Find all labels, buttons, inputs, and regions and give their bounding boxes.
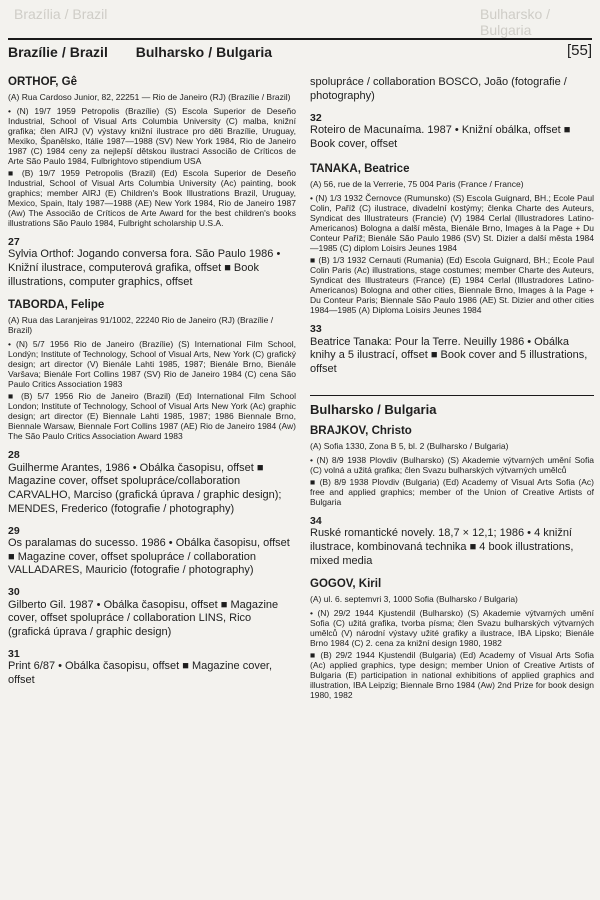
page-number: [55] [566,42,592,59]
bio-english: ■ (B) 5/7 1956 Rio de Janeiro (Brazil) (Ed) International Film School London; Institute of Technology, School of Visual Arts New York (Ac) graphic design; art director (E) Biennale Lahti 1985, 1987; 1986 Biennale Brno, Biennale Warsaw, Biennale Fort Collins 1987 (AE) Rio de Janeiro 1984 (Aw) The São Paulo Critics Association Award 1983 [8,391,296,442]
artist-address: (A) Rua Cardoso Junior, 82, 22251 — Rio de Janeiro (RJ) (Brazílie / Brazil) [8,91,291,102]
bio-czech: • (N) 29/2 1944 Kjustendil (Bulharsko) (S) Akademie výtvarných umění Sofia (C) užitá grafika, tvorba písma; člen Svazu bulharských výtvarných umělců (V) národní výstavy užité grafiky a ilustrace, IBA Lipsko; Bienále Brno 1984 (C) 2. cena za knižní design 1980, 1982 [310,607,594,648]
book-item [310,323,594,377]
left-column [8,76,296,698]
running-head [8,44,272,60]
head-brazil-cz: Brazílie [8,44,58,60]
bio-czech: • (N) 5/7 1956 Rio de Janeiro (Brazílie) (S) International Film School, Londýn; Institute of Technology, School of Visual Arts, New York (C) grafický design; art director (V) Bienále Lahti 1985, 1987; Bienále Brno, Bienále Varšava; Bienále Fort Collins 1987 (SV) Rio de Janeiro 1984 (C) cena São Paulo Critics Association 1983 [8,338,296,390]
head-sep-1: / [61,44,66,60]
section-heading-bulgaria: Bulharsko / Bulgaria [310,395,594,417]
artist-entry-gogov [310,578,594,700]
book-item [8,525,296,579]
book-item [310,515,594,569]
artist-name: BRAJKOV, Christo [310,425,412,438]
book-text: Sylvia Orthof: Jogando conversa fora. São Paulo 1986 • Knižní ilustrace, computerová grafika, offset ■ Book illustrations, computer graphics, offset [8,248,281,288]
book-number: 34 [310,514,322,527]
artist-name: GOGOV, Kiril [310,578,382,591]
continued-credit: spolupráce / collaboration BOSCO, João (fotografie / photography) [310,76,567,102]
page-header [8,38,592,70]
artist-name: TABORDA, Felipe [8,299,105,312]
artist-entry-tanaka [310,163,594,376]
book-number: 33 [310,323,322,336]
book-item [8,586,296,640]
book-item [8,236,296,290]
book-number: 32 [310,111,322,124]
book-text: Gilberto Gil. 1987 • Obálka časopisu, offset ■ Magazine cover, offset spolupráce / collaboration LINS, Rico (grafická úprava / graphic design) [8,598,279,639]
bio-english: ■ (B) 19/7 1959 Petropolis (Brazil) (Ed) Escola Superior de Deseño Industrial, School of Visual Arts Columbia University (Ac) painting, book graphics; member AIRJ (E) Children's Book Illustrations Brazil, Uruguay, Mexico, Spain, Italy 1987—1988 (AE) New York 1984, Rio de Janeiro 1987 (Aw) The Associão de Críticos de Arte Award for the best children's books illustrations São Paulo 1984, Fulbright scholarship U.S.A. [8,167,296,228]
book-text: Roteiro de Macunaíma. 1987 • Knižní obálka, offset ■ Book cover, offset [310,123,571,150]
bio-czech: • (N) 1/3 1932 Černovce (Rumunsko) (S) Escola Guignard, BH.; Ecole Paul Colin, Paříž (C) ilustrace, divadelní kostýmy; členka Charte des Auteurs, Syndicat des Illustrateurs (Francie) (V) 1984 Cerlal (Illustradores Latino-Americanos) Bologna a další města, Bienále Brno, Images à la Page + Du Conteur Paříž; Bienále São Paulo 1986 (SV) St. Dizier a další města 1984—1985 (C) diplom Loisirs Jeunes 1984 [310,192,594,254]
book-number: 29 [8,524,20,537]
bio-english: ■ (B) 8/9 1938 Plovdiv (Bulgaria) (Ed) Academy of Visual Arts Sofia (Ac) free and applied graphics; member of the Union of Creative Artists of Bulgaria [310,476,594,507]
artist-address: (A) 56, rue de la Verrerie, 75 004 Paris (France / France) [310,178,524,189]
book-text: Guilherme Arantes, 1986 • Obálka časopisu, offset ■ Magazine cover, offset spolupráce/collaboration CARVALHO, Marciso (grafická úprava / graphic design); MENDES, Frederico (fotografie / photography) [8,461,282,515]
book-number: 30 [8,586,20,599]
artist-name: TANAKA, Beatrice [310,163,410,176]
head-sep-2: / [208,44,213,60]
ghost-left: Brazília / Brazil [14,6,108,22]
book-text: Beatrice Tanaka: Pour la Terre. Neuilly 1986 • Obálka knihy a 5 ilustrací, offset ■ Book cover and 5 illustrations, offset [310,335,588,376]
head-bulgaria-en: Bulgaria [216,44,273,60]
right-column [310,76,594,710]
head-brazil-en: Brazil [69,44,108,60]
artist-name: ORTHOF, Gê [8,76,78,88]
book-text: Print 6/87 • Obálka časopisu, offset ■ Magazine cover, offset [8,660,273,686]
artist-address: (A) ul. 6. septemvri 3, 1000 Sofia (Bulharsko / Bulgaria) [310,593,518,604]
book-item [310,112,594,152]
artist-entry-taborda [8,299,296,687]
book-item [8,648,296,688]
artist-entry-brajkov [310,425,594,568]
bio-czech: • (N) 19/7 1959 Petropolis (Brazílie) (S) Escola Superior de Deseño Industrial, School of Visual Arts Columbia University (C) malba, knižní grafika; člen AIRJ (V) výstavy knižní ilustrace pro děti Brazílie, Uruguay, Mexiko, Španělsko, Itálie 1987—1988 (SV) New York 1984, Rio de Janeiro 1987 (C) 1984 ceny za nejlepší dětskou ilustraci Associão de Críticos de Arte São Paulo 1984, Fulbrightovo stipendium USA [8,105,296,166]
bio-czech: • (N) 8/9 1938 Plovdiv (Bulharsko) (S) Akademie výtvarných umění Sofia (C) volná a užitá grafika; člen Svazu bulharských výtvarných umělců [310,454,594,475]
bio-english: ■ (B) 1/3 1932 Cernauti (Rumania) (Ed) Escola Guignard, BH.; Ecole Paul Colin Paris (Ac) illustrations, stage costumes; member Charte des Auteurs, Syndicat des Illustrateurs (France) (E) 1984 Cerlal (Illustradores Latino-Americanos) Bologna and other cities, Biennale Brno, Images à la Page + Du Conteur Paris; Biennale São Paulo 1986 (AE) St. Dizier and other cities 1984—1985 (A) Diploma Loisirs Jeunes 1984 [310,255,594,316]
bio-english: ■ (B) 29/2 1944 Kjustendil (Bulgaria) (Ed) Academy of Visual Arts Sofia (Ac) applied graphics, type design; member Union of Creative Artists of Bulgaria (E) participation in national exhibitions of applied graphics and illustration, IBA Leipzig; Biennale Brno 1984 (Aw) 2nd Prize for book design 1980, 1982 [310,650,594,701]
book-number: 27 [8,235,20,248]
book-text: Os paralamas do sucesso. 1986 • Obálka časopisu, offset ■ Magazine cover, offset spolupráce / collaboration VALLADARES, Mauricio (fotografie / photography) [8,536,290,577]
ghost-mid: Bulharsko / Bulgaria [480,6,551,38]
book-number: 31 [8,647,20,660]
book-text: Ruské romantické novely. 18,7 × 12,1; 1986 • 4 knižní ilustrace, kombinovaná technika ■ 4 book illustrations, mixed media [310,527,574,567]
book-number: 28 [8,449,20,462]
book-item [8,449,296,516]
artist-address: (A) Rua das Laranjeiras 91/1002, 22240 Rio de Janeiro (RJ) (Brazílie / Brazil) [8,314,274,335]
artist-address: (A) Sofia 1330, Zona B 5, bl. 2 (Bulharsko / Bulgaria) [310,440,509,451]
artist-entry-orthof [8,76,296,289]
head-bulgaria-cz: Bulharsko [135,44,205,60]
